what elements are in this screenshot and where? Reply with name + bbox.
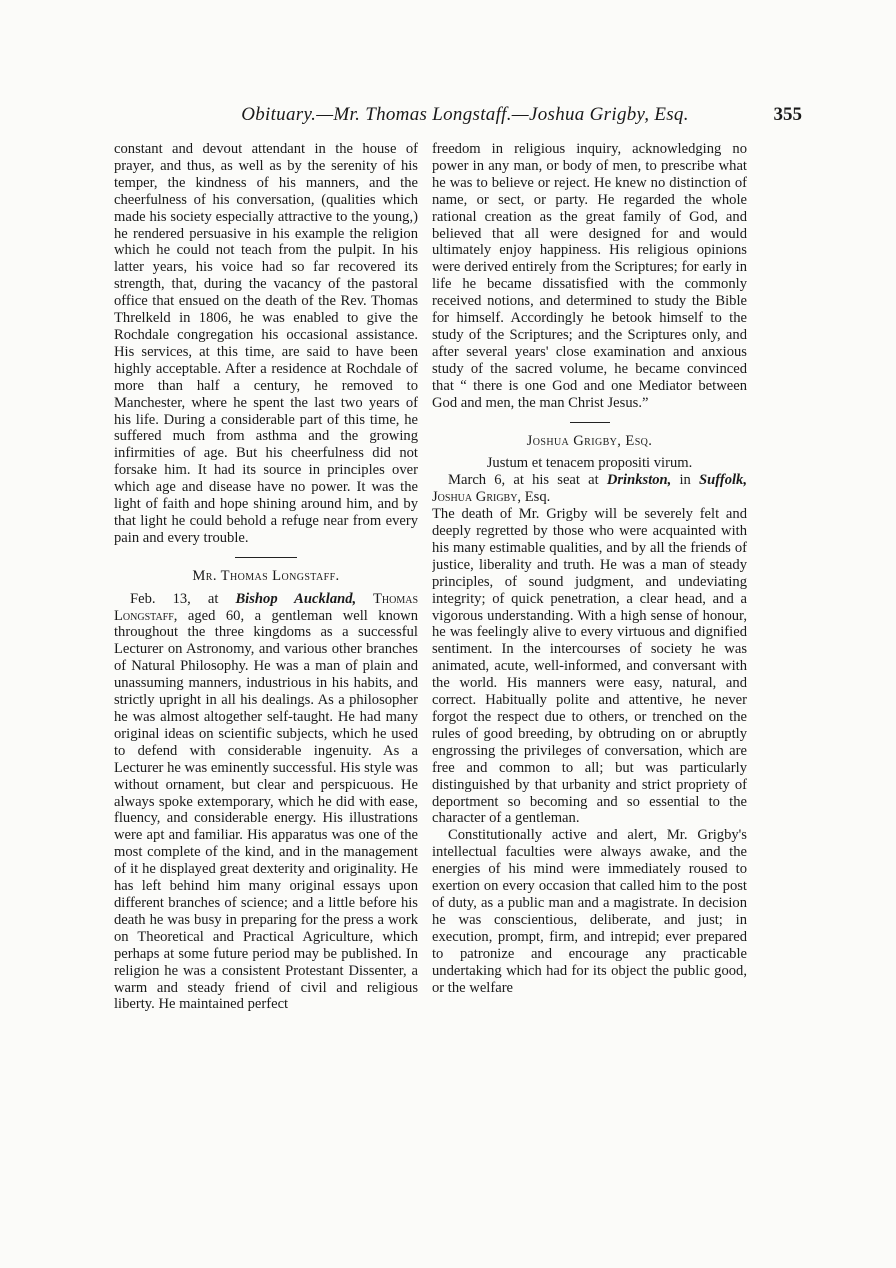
- county-name: Suffolk,: [699, 472, 747, 489]
- place-name: Drinkston,: [606, 472, 672, 489]
- date-lead: March 6, at his seat at: [448, 472, 607, 489]
- paragraph-body: aged 60, a gentleman well known throughout the three kingdoms as a successful Lecturer on Astronomy, and various other branches of Natural Philosophy. He was a man of plain and unassuming manners, industrious in his habits, and strictly upright in all his dealings. As a philosopher he was almost altogether self-taught. He had many original ideas on scientific subjects, which he used to defend with considerable ingenuity. As a Lecturer he was eminently successful. His style was without ornament, but clear and perspicuous. He always spoke extemporary, which he did with ease, fluency, and considerable energy. His illustrations were apt and familiar. His apparatus was one of the most complete of the kind, and in the management of it he displayed great dexterity and originality. He has left behind him many original essays upon different branches of science; and a little before his death he was busy in preparing for the press a work on Theoretical and Practical Agriculture, which perhaps at some future period may be published. In religion he was a consistent Protestant Dissenter, a warm and steady friend of civil and religious liberty. He maintained perfect: [114, 607, 418, 1013]
- name-suffix: Esq.: [521, 489, 551, 506]
- person-name: Joshua Grigby,: [432, 489, 522, 506]
- date-place-line: [432, 472, 747, 506]
- latin-motto: Justum et tenacem propositi virum.: [486, 455, 693, 472]
- right-column: [432, 141, 747, 1189]
- left-column: [114, 141, 418, 1189]
- obituary-paragraph: [114, 591, 418, 1014]
- page-number: 355: [773, 104, 802, 125]
- obituary-paragraph: Constitutionally active and alert, Mr. Grigby's intellectual faculties were always awake, and the energies of his mind were immediately roused to exertion on every occasion that called him to the post of duty, as a public man and a magistrate. In decision he was conscientious, deliberate, and just; in execution, prompt, firm, and intrepid; ever prepared to patronize and encourage any practicable undertaking which had for its object the public good, or the welfare: [432, 827, 747, 996]
- in-word: in: [671, 472, 699, 489]
- continued-paragraph: constant and devout attendant in the house of prayer, and thus, as well as by the serenity of his temper, the kindness of his manners, and the cheerfulness of his conversation, (qualities which made his society especially attractive to the young,) he rendered persuasive in his example the religion which he could not teach from the pulpit. In his latter years, his voice had so far recovered its strength, that, during the vacancy of the pastoral office that ensued on the death of the Rev. Thomas Threlkeld in 1806, he was enabled to give the Rochdale congregation his occasional assistance. His services, at this time, are said to have been highly acceptable. After a residence at Rochdale of more than half a century, he removed to Manchester, where he spent the last two years of his life. During a considerable part of this time, he suffered much from asthma and the growing infirmities of age. But his cheerfulness did not forsake him. It had its source in principles over which age and disease have no power. It was the light of faith and hope shining around him, and by that light he could behold a refuge near from every pain and every trouble.: [114, 141, 418, 546]
- obituary-paragraph: The death of Mr. Grigby will be severely felt and deeply regretted by those who were acquainted with his many estimable qualities, and by all the friends of justice, liberality and truth. He was a man of steady principles, of sound judgment, and undeviating integrity; of quick penetration, a clear head, and a vigorous understanding. With a high sense of honour, he was feelingly alive to every virtuous and dignified sentiment. In the intercourses of society he was animated, acute, well-informed, and conversant with the world. His manners were easy, natural, and correct. Habitually polite and attentive, he never forgot the respect due to others, or trenched on the rules of good breeding, by obtruding on or abruptly engrossing the privileges of conversation, which are free and common to all; but was particularly distinguished by that urbanity and strict propriety of deportment so becoming and so essential to the character of a gentleman.: [432, 506, 747, 827]
- section-heading-longstaff: Mr. Thomas Longstaff.: [192, 567, 340, 584]
- person-name: Thomas Longstaff,: [114, 590, 418, 624]
- running-title: Obituary.—Mr. Thomas Longstaff.—Joshua Grigby, Esq.: [241, 104, 689, 125]
- continued-paragraph: freedom in religious inquiry, acknowledging no power in any man, or body of men, to prescribe what he was to believe or reject. He knew no distinction of name, or sect, or party. He regarded the whole rational creation as the great family of God, and believed that all were designed for and would ultimately enjoy happiness. His religious opinions were derived entirely from the Scriptures; for early in life he became dissatisfied with the commonly received notions, and determined to study the Bible for himself. Accordingly he betook himself to the study of the Scriptures; and the Scriptures only, and after several years' close examination and anxious study of the sacred volume, he became convinced that “ there is one God and one Mediator between God and men, the man Christ Jesus.”: [432, 141, 747, 411]
- date-lead: Feb. 13, at: [130, 590, 236, 607]
- section-divider: [235, 557, 297, 558]
- running-header: [140, 104, 790, 134]
- place-name: Bishop Auckland,: [235, 590, 357, 607]
- section-divider: [570, 422, 610, 423]
- section-heading-grigby: Joshua Grigby, Esq.: [526, 432, 653, 449]
